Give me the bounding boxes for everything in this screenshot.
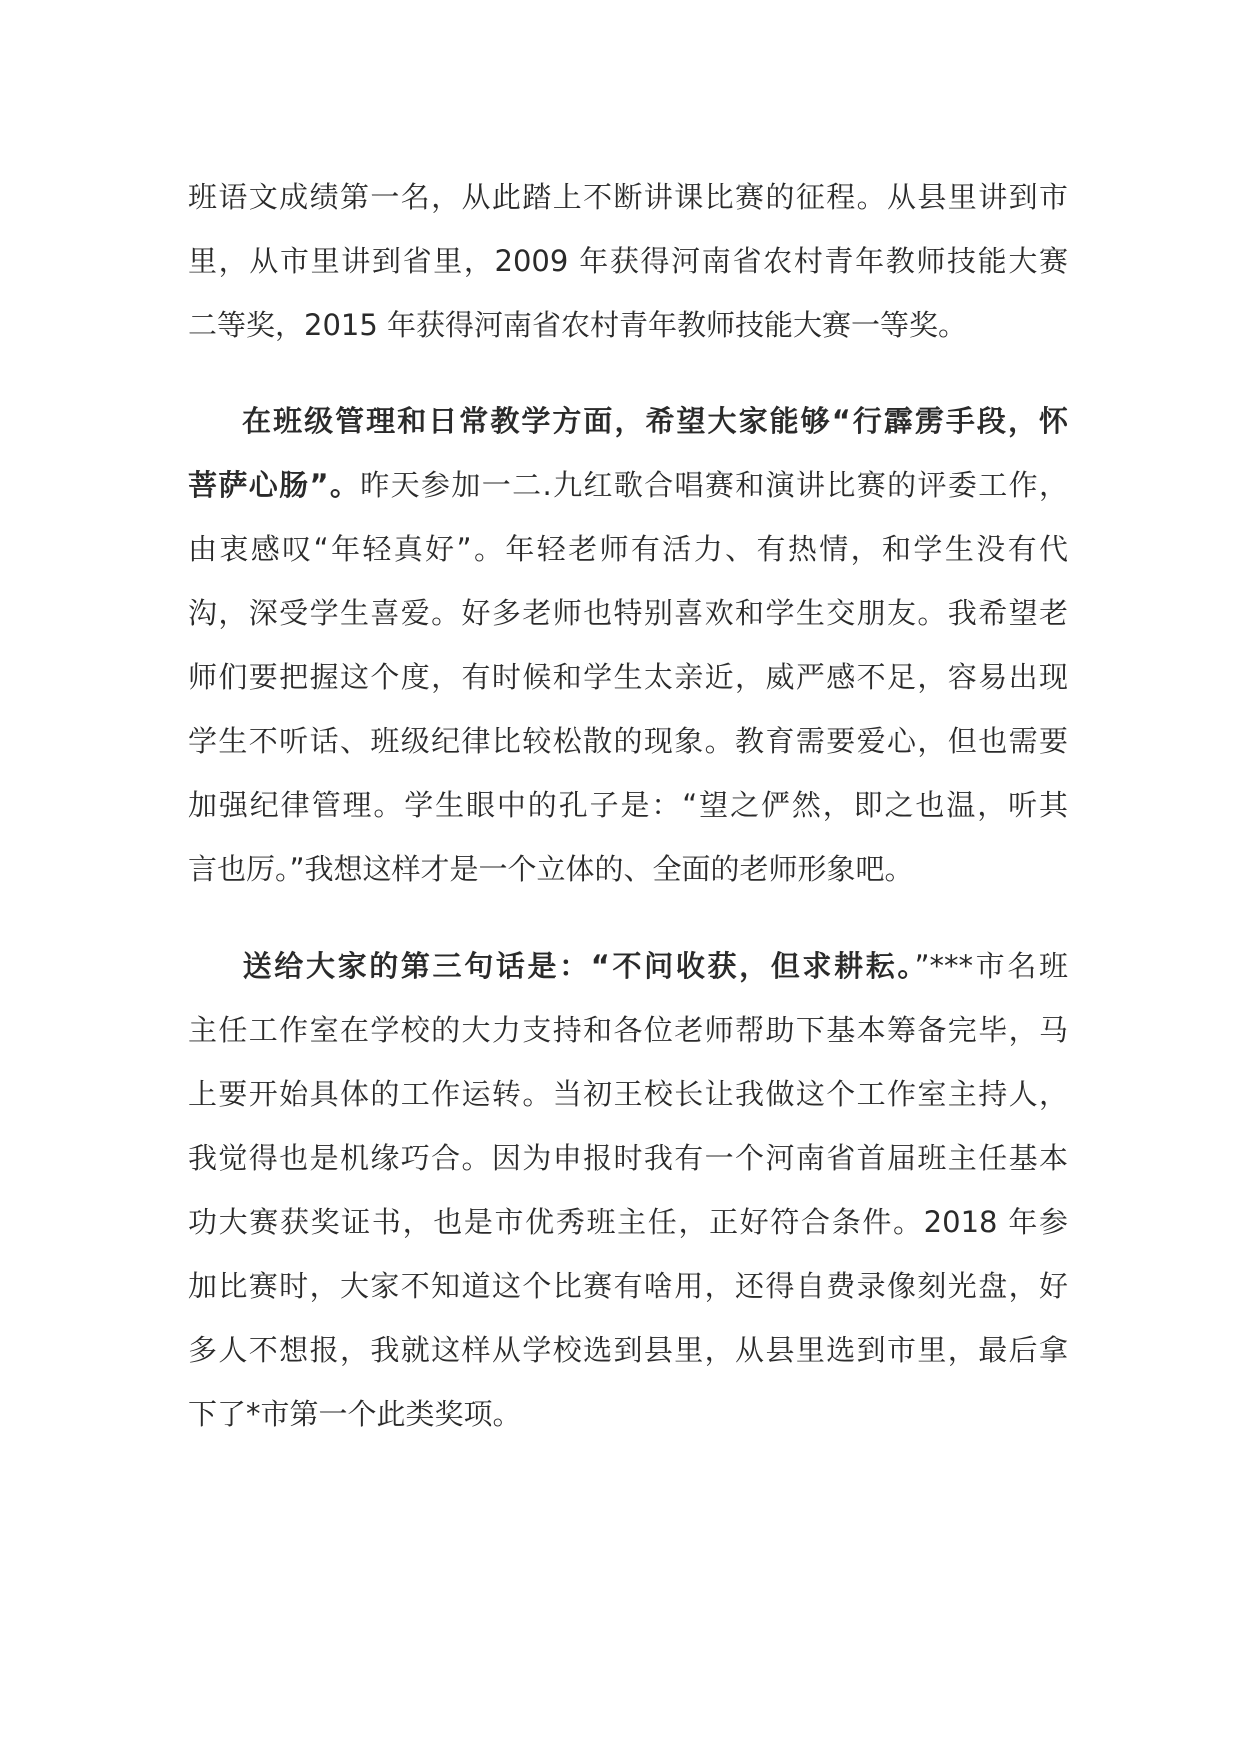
text-line: 加强纪律管理。学生眼中的孔子是：“望之俨然，即之也温，听其 bbox=[188, 788, 1068, 822]
text-run: ”***市名班 bbox=[914, 949, 1069, 983]
bold-phrase: 送给大家的第三句话是：“不问收获，但求耕耘。 bbox=[240, 949, 915, 983]
text-line bbox=[188, 934, 1068, 998]
text-line: 班语文成绩第一名，从此踏上不断讲课比赛的征程。从县里讲到市 bbox=[188, 180, 1068, 214]
text-line: 功大赛获奖证书，也是市优秀班主任，正好符合条件。2018 年参 bbox=[188, 1205, 1068, 1239]
text-line: 学生不听话、班级纪律比较松散的现象。教育需要爱心，但也需要 bbox=[188, 724, 1068, 758]
text-line: 沟，深受学生喜爱。好多老师也特别喜欢和学生交朋友。我希望老 bbox=[188, 596, 1068, 630]
text-line: 主任工作室在学校的大力支持和各位老师帮助下基本筹备完毕，马 bbox=[188, 1013, 1068, 1047]
text-line: 师们要把握这个度，有时候和学生太亲近，威严感不足，容易出现 bbox=[188, 660, 1068, 694]
text-line: 里，从市里讲到省里，2009 年获得河南省农村青年教师技能大赛 bbox=[188, 244, 1068, 278]
text-line bbox=[188, 389, 1068, 453]
text-line: 我觉得也是机缘巧合。因为申报时我有一个河南省首届班主任基本 bbox=[188, 1141, 1068, 1175]
paragraph-1 bbox=[188, 165, 1068, 357]
text-line: 下了*市第一个此类奖项。 bbox=[188, 1397, 522, 1431]
text-line: 二等奖，2015 年获得河南省农村青年教师技能大赛一等奖。 bbox=[188, 308, 968, 342]
text-line: 上要开始具体的工作运转。当初王校长让我做这个工作室主持人， bbox=[188, 1077, 1068, 1111]
text-line: 言也厉。”我想这样才是一个立体的、全面的老师形象吧。 bbox=[188, 852, 914, 886]
bold-phrase: 在班级管理和日常教学方面，希望大家能够“行霹雳手段，怀 bbox=[240, 404, 1068, 438]
text-run: 昨天参加一二.九红歌合唱赛和演讲比赛的评委工作， bbox=[360, 468, 1068, 502]
text-line: 加比赛时，大家不知道这个比赛有啥用，还得自费录像刻光盘，好 bbox=[188, 1269, 1068, 1303]
text-line: 由衷感叹“年轻真好”。年轻老师有活力、有热情，和学生没有代 bbox=[188, 532, 1068, 566]
text-line: 多人不想报，我就这样从学校选到县里，从县里选到市里，最后拿 bbox=[188, 1333, 1068, 1367]
paragraph-2 bbox=[188, 389, 1068, 901]
bold-phrase: 菩萨心肠”。 bbox=[188, 468, 361, 502]
text-line bbox=[188, 453, 1068, 517]
paragraph-3 bbox=[188, 934, 1068, 1446]
